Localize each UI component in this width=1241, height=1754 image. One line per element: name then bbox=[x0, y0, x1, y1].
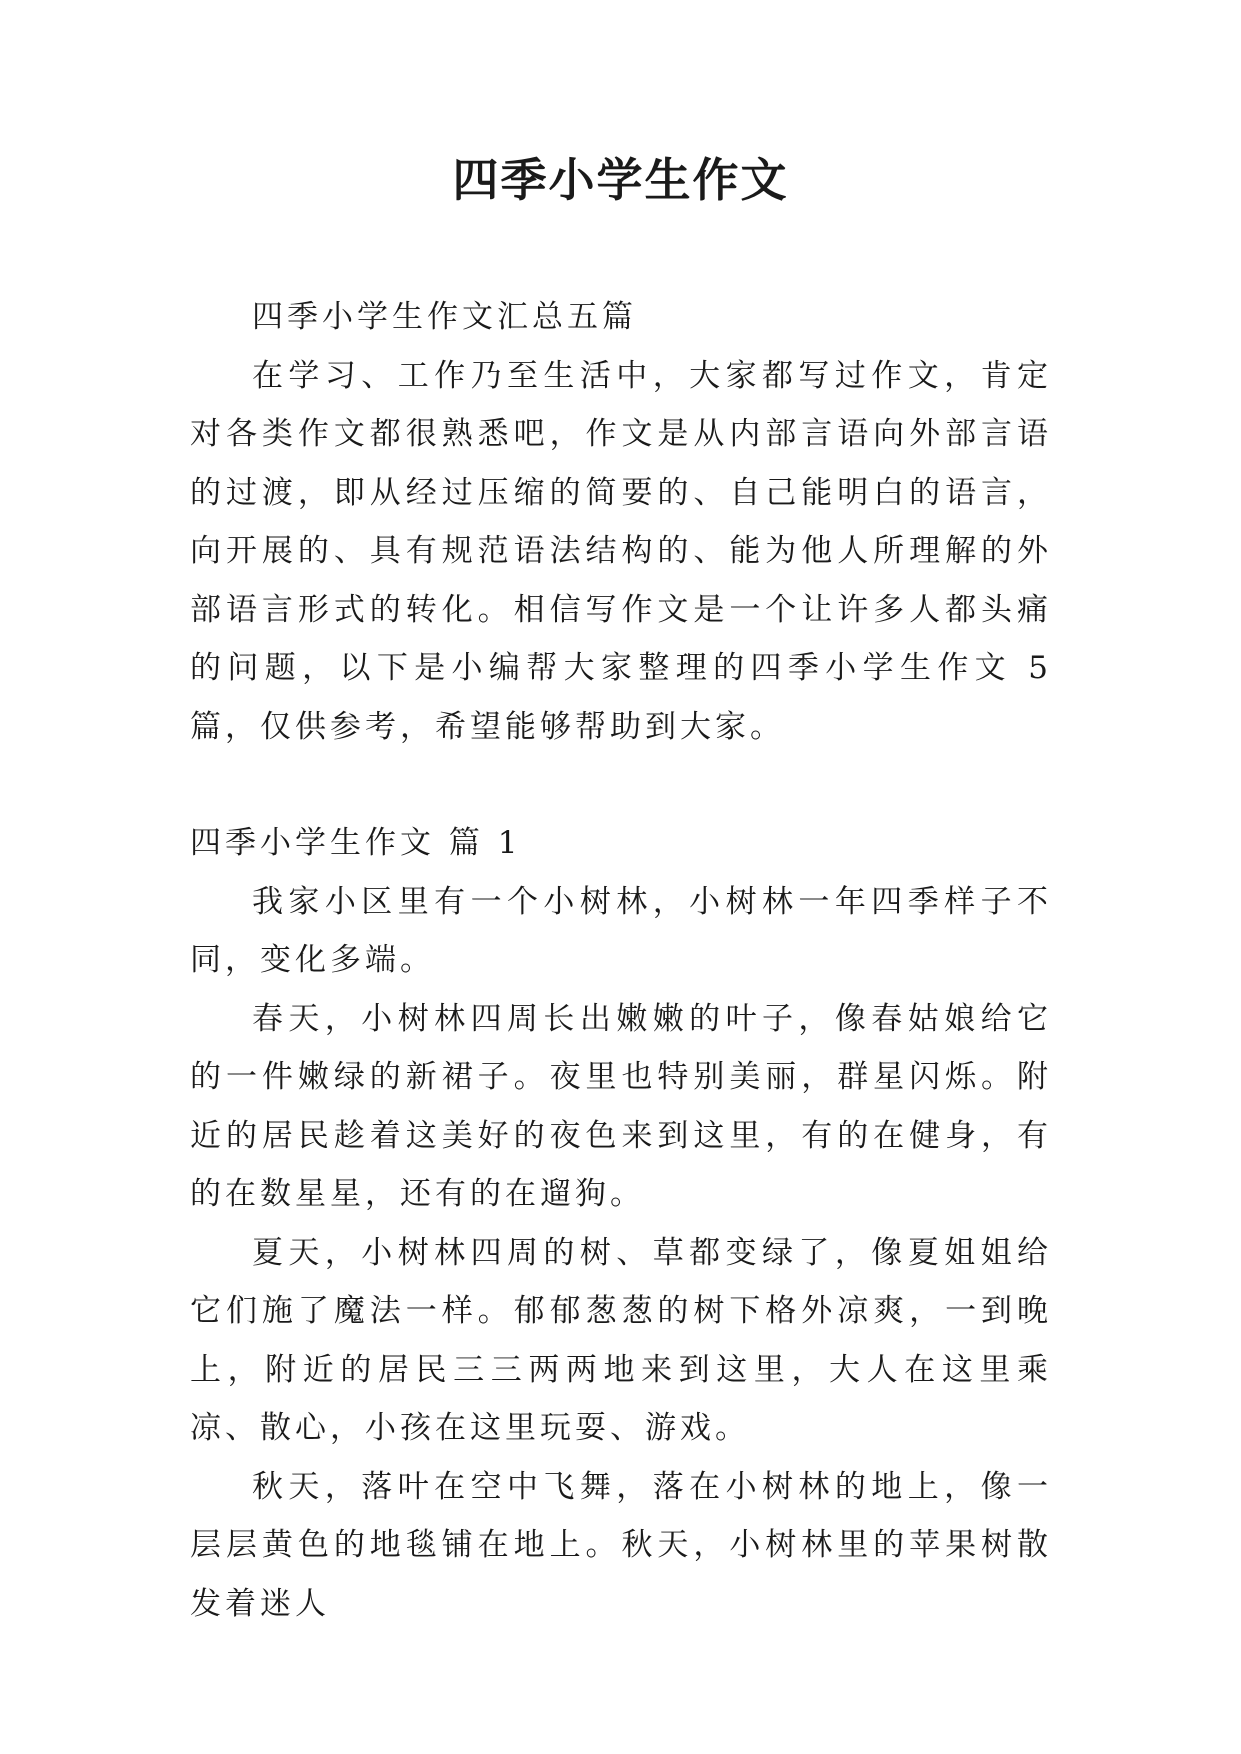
section-paragraph: 秋天，落叶在空中飞舞，落在小树林的地上，像一层层黄色的地毯铺在地上。秋天，小树林里的苹果树散发着迷人 bbox=[190, 1468, 1052, 1622]
intro-paragraph: 在学习、工作乃至生活中，大家都写过作文，肯定对各类作文都很熟悉吧，作文是从内部言语向外部言语的过渡，即从经过压缩的简要的、自己能明白的语言，向开展的、具有规范语法结构的、能为他人所理解的外部语言形式的转化。相信写作文是一个让许多人都头痛的问题，以下是小编帮大家整理的四季小学生作文 5 篇，仅供参考，希望能够帮助到大家。 bbox=[190, 357, 1052, 745]
document-body bbox=[190, 288, 1052, 1633]
document-title: 四季小学生作文 bbox=[452, 153, 789, 207]
section-paragraph: 我家小区里有一个小树林，小树林一年四季样子不同，变化多端。 bbox=[190, 883, 1052, 978]
section-heading: 四季小学生作文 篇 1 bbox=[190, 825, 522, 861]
section-paragraph: 夏天，小树林四周的树、草都变绿了，像夏姐姐给它们施了魔法一样。郁郁葱葱的树下格外凉爽，一到晚上，附近的居民三三两两地来到这里，大人在这里乘凉、散心，小孩在这里玩耍、游戏。 bbox=[190, 1234, 1052, 1446]
document-subtitle: 四季小学生作文汇总五篇 bbox=[252, 299, 637, 335]
section-paragraph: 春天，小树林四周长出嫩嫩的叶子，像春姑娘给它的一件嫩绿的新裙子。夜里也特别美丽，群星闪烁。附近的居民趁着这美好的夜色来到这里，有的在健身，有的在数星星，还有的在遛狗。 bbox=[190, 1000, 1052, 1212]
